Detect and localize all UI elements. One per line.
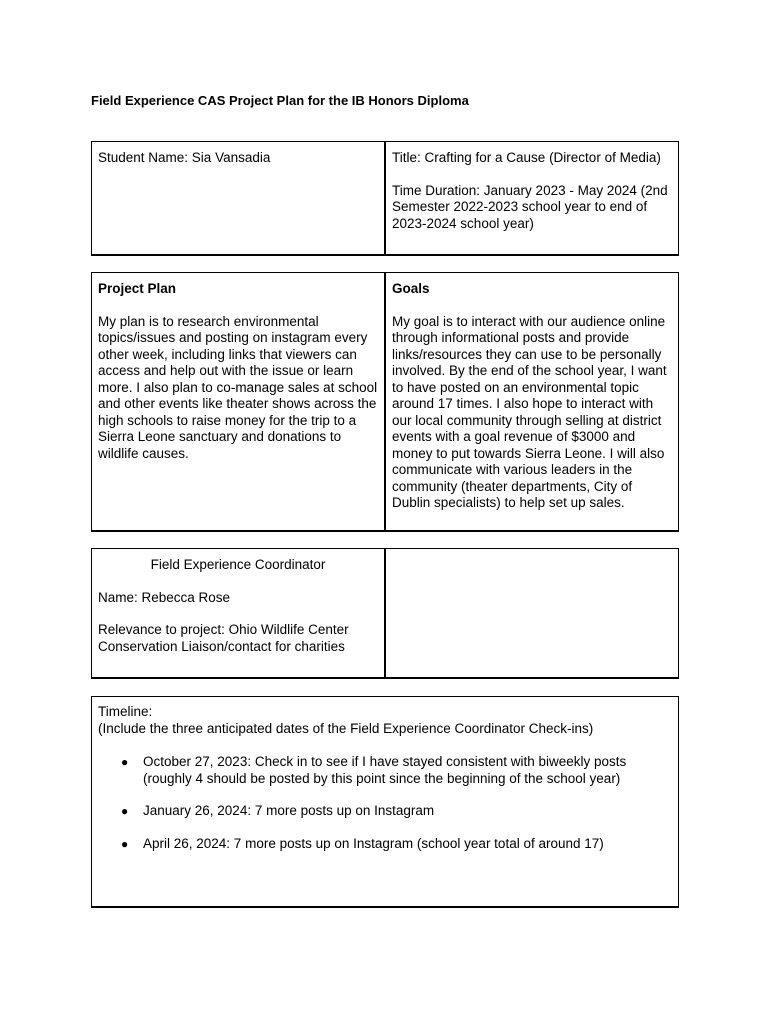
timeline-item <box>121 835 672 853</box>
bullet-icon: ● <box>121 755 129 769</box>
bullet-icon: ● <box>121 836 129 851</box>
timeline-cell <box>92 697 678 906</box>
goals-cell <box>386 273 678 530</box>
timeline-item <box>121 754 672 787</box>
goals-heading: Goals <box>392 281 430 296</box>
timeline-instruction: (Include the three anticipated dates of the Field Experience Coordinator Check-ins) <box>98 720 594 736</box>
student-info-table <box>91 141 679 256</box>
timeline-item-text: January 26, 2024: 7 more posts up on Instagram <box>143 803 435 818</box>
bullet-icon: ● <box>121 804 129 818</box>
coordinator-table <box>91 548 679 679</box>
coordinator-empty-cell <box>386 549 678 677</box>
timeline-item-text: October 27, 2023: Check in to see if I have stayed consistent with biweekly posts (roughly 4 should be posted by this point since the beginning of the school year) <box>143 754 627 786</box>
coordinator-heading: Field Experience Coordinator <box>150 557 326 572</box>
goals-text: My goal is to interact with our audience online through informational posts and provide links/resources they can use to be personally involved. By the end of the school year, I want to have posted on an environmental topic around 17 times. I also hope to interact with our local community through selling at district events with a goal revenue of $3000 and money to put towards Sierra Leone. I will also communicate with various leaders in the community (theater departments, City of Dublin specialists) to help set up sales. <box>392 313 667 510</box>
coordinator-cell <box>92 549 386 677</box>
project-title: Title: Crafting for a Cause (Director of Media) <box>392 150 661 165</box>
project-title-cell <box>386 142 678 254</box>
timeline-table <box>91 696 679 908</box>
timeline-heading: Timeline: <box>98 704 153 719</box>
timeline-item <box>121 803 672 820</box>
project-plan-text: My plan is to research environmental topics/issues and posting on instagram every other week, including links that viewers can access and help out with the issue or learn more. I also plan to co-manage sales at school and other events like theater shows across the high schools to raise money for the trip to a Sierra Leone sanctuary and donations to wildlife causes. <box>98 313 378 461</box>
document-title: Field Experience CAS Project Plan for the IB Honors Diploma <box>91 93 469 108</box>
project-plan-cell <box>92 273 386 530</box>
student-name-cell <box>92 142 386 254</box>
time-duration: Time Duration: January 2023 - May 2024 (2nd Semester 2022-2023 school year to end of 2023-2024 school year) <box>392 182 668 231</box>
timeline-item-text: April 26, 2024: 7 more posts up on Instagram (school year total of around 17) <box>143 835 604 851</box>
coordinator-name: Name: Rebecca Rose <box>98 589 231 605</box>
coordinator-relevance: Relevance to project: Ohio Wildlife Center Conservation Liaison/contact for charities <box>98 622 349 654</box>
timeline-list <box>98 754 672 852</box>
plan-goals-table <box>91 272 679 532</box>
project-plan-heading: Project Plan <box>98 281 177 296</box>
student-name: Student Name: Sia Vansadia <box>98 150 271 165</box>
